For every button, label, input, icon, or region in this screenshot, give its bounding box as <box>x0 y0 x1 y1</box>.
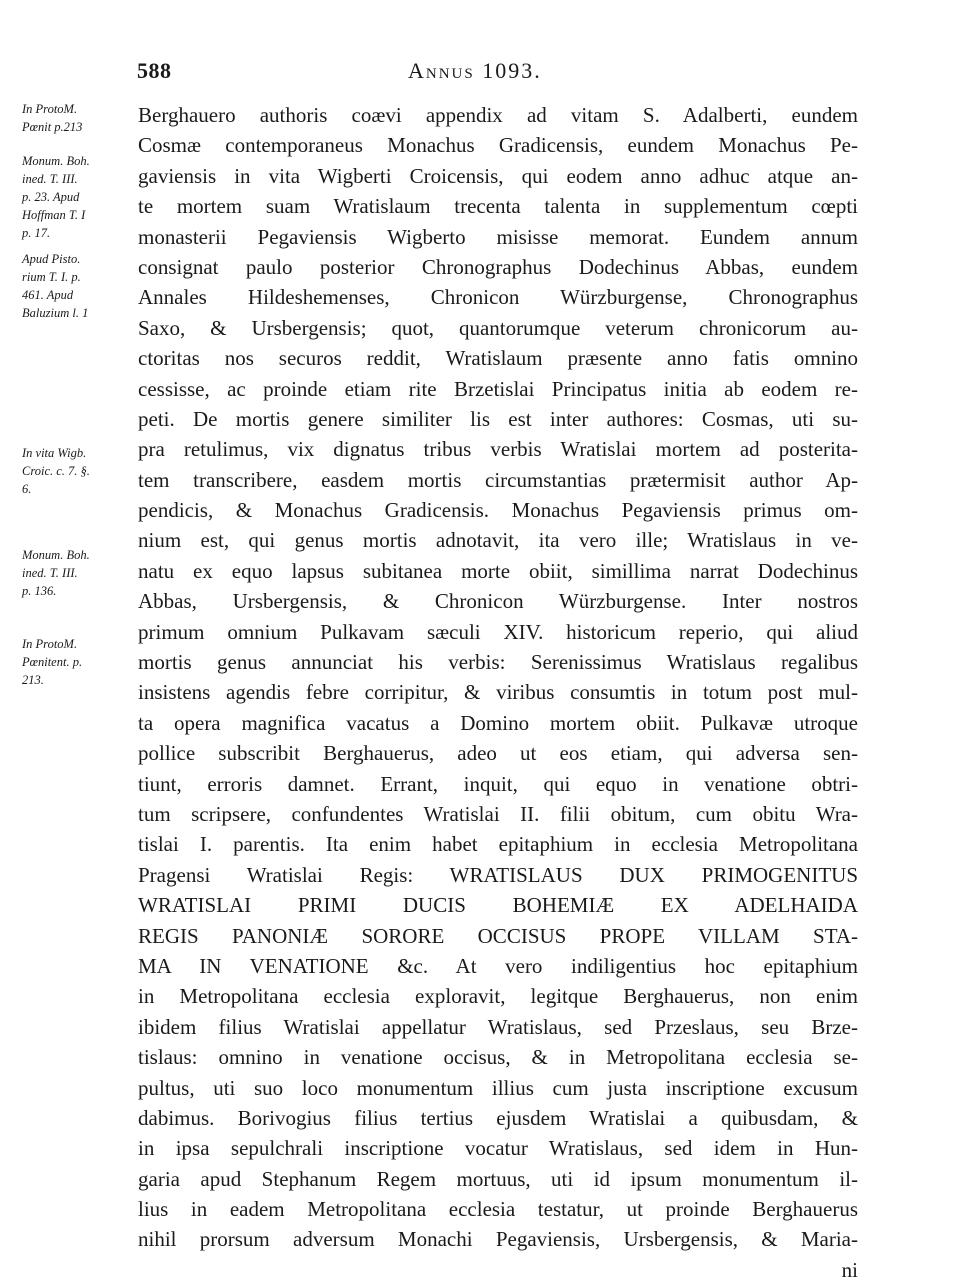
margin-note: In vita Wigb. Croic. c. 7. §. 6. <box>22 446 90 496</box>
text-line: tem transcribere, easdem mortis circumstantias prætermisit author Ap- <box>138 467 858 492</box>
text-line: gaviensis in vita Wigberti Croicensis, qui eodem anno adhuc atque an- <box>138 163 858 188</box>
text-line: Pragensi Wratislai Regis: WRATISLAUS DUX PRIMOGENITUS <box>138 862 858 887</box>
margin-note: Monum. Boh. ined. T. III. p. 136. <box>22 548 90 598</box>
text-line: REGIS PANONIÆ SORORE OCCISUS PROPE VILLAM STA- <box>138 923 858 948</box>
margin-note: In ProtoM. Pœnit p.213 <box>22 102 83 134</box>
margin-note: Monum. Boh. ined. T. III. p. 23. Apud Hoffman T. I p. 17. <box>22 154 90 240</box>
text-line: monasterii Pegaviensis Wigberto misisse memorat. Eundem annum <box>138 224 858 249</box>
catchword: ni <box>841 1257 858 1282</box>
text-line: Annales Hildeshemenses, Chronicon Würzburgense, Chronographus <box>138 285 858 310</box>
text-line: nium est, qui genus mortis adnotavit, ita vero ille; Wratislaus in ve- <box>138 528 858 553</box>
text-line: Berghauero authoris coævi appendix ad vitam S. Adalberti, eundem <box>138 103 858 127</box>
page-number: 588 <box>137 58 172 83</box>
text-line: peti. De mortis genere similiter lis est inter authores: Cosmas, uti su- <box>138 406 858 431</box>
text-line: in ipsa sepulchrali inscriptione vocatur Wratislaus, sed idem in Hun- <box>138 1136 858 1161</box>
text-line: pra retulimus, vix dignatus tribus verbis Wratislai mortem ad posterita- <box>138 437 858 462</box>
margin-note: Apud Pisto. rium T. I. p. 461. Apud Baluzium l. 1 <box>22 252 89 320</box>
text-line: mortis genus annunciat his verbis: Serenissimus Wratislaus regalibus <box>138 650 858 675</box>
text-line: Saxo, & Ursbergensis; quot, quantorumque veterum chronicorum au- <box>138 315 858 340</box>
text-line: WRATISLAI PRIMI DUCIS BOHEMIÆ EX ADELHAIDA <box>138 893 858 918</box>
text-line: cessisse, ac proinde etiam rite Brzetislai Principatus initia ab eodem re- <box>138 376 858 401</box>
text-line: Abbas, Ursbergensis, & Chronicon Würzburgense. Inter nostros <box>138 589 858 614</box>
text-line: ibidem filius Wratislai appellatur Wratislaus, sed Przeslaus, seu Brze- <box>138 1014 858 1039</box>
text-line: te mortem suam Wratislaum trecenta talenta in supplementum cœpti <box>138 194 858 219</box>
page-header <box>0 58 960 98</box>
text-line: lius in eadem Metropolitana ecclesia testatur, ut proinde Berghauerus <box>138 1197 858 1222</box>
text-line: dabimus. Borivogius filius tertius ejusdem Wratislai a quibusdam, & <box>138 1105 858 1130</box>
text-line: primum omnium Pulkavam sæculi XIV. historicum reperio, qui aliud <box>138 619 858 644</box>
text-line: garia apud Stephanum Regem mortuus, uti id ipsum monumentum il- <box>138 1166 858 1191</box>
text-line: in Metropolitana ecclesia exploravit, legitque Berghauerus, non enim <box>138 984 858 1009</box>
text-line: pendicis, & Monachus Gradicensis. Monachus Pegaviensis primus om- <box>138 498 858 523</box>
text-line: pultus, uti suo loco monumentum illius cum justa inscriptione excusum <box>138 1075 858 1100</box>
text-line: tiunt, erroris damnet. Errant, inquit, qui equo in venatione obtri- <box>138 771 858 796</box>
text-line: consignat paulo posterior Chronographus Dodechinus Abbas, eundem <box>138 254 858 279</box>
running-head: Annus 1093. <box>408 58 542 83</box>
text-line: tum scripsere, confundentes Wratislai II. filii obitum, cum obitu Wra- <box>138 801 858 826</box>
text-line: pollice subscribit Berghauerus, adeo ut eos etiam, qui adversa sen- <box>138 741 858 766</box>
text-line: Cosmæ contemporaneus Monachus Gradicensis, eundem Monachus Pe- <box>138 133 858 158</box>
text-line: tislai I. parentis. Ita enim habet epitaphium in ecclesia Metropolitana <box>138 832 858 857</box>
text-line: insistens agendis febre corripitur, & viribus consumtis in totum post mul- <box>138 680 858 705</box>
text-line: natu ex equo lapsus subitanea morte obiit, simillima narrat Dodechinus <box>138 558 858 583</box>
text-line: MA IN VENATIONE &c. At vero indiligentius hoc epitaphium <box>138 953 858 978</box>
margin-note: In ProtoM. Pœnitent. p. 213. <box>22 637 83 687</box>
text-line: tislaus: omnino in venatione occisus, & in Metropolitana ecclesia se- <box>138 1045 858 1070</box>
body-text <box>138 100 858 1285</box>
text-line: ta opera magnifica vacatus a Domino mortem obiit. Pulkavæ utroque <box>138 710 858 735</box>
text-line: ctoritas nos securos reddit, Wratislaum præsente anno fatis omnino <box>138 346 858 371</box>
text-line: nihil prorsum adversum Monachi Pegaviensis, Ursbergensis, & Maria- <box>138 1227 858 1252</box>
